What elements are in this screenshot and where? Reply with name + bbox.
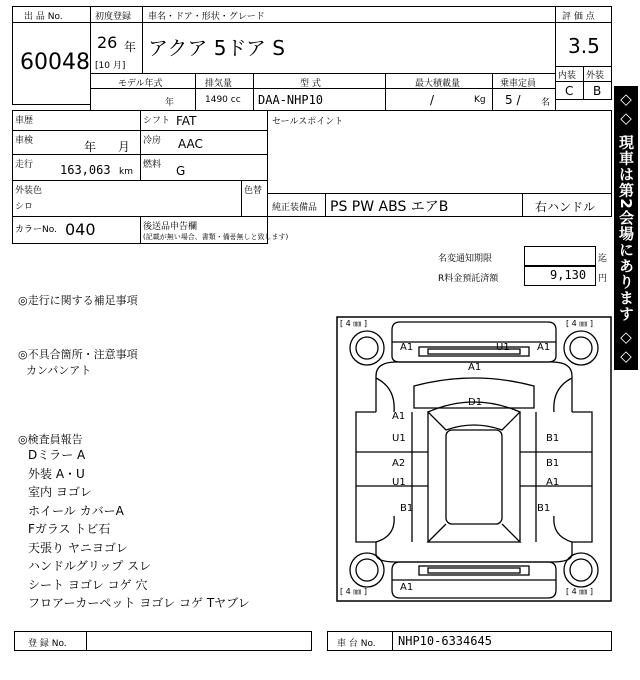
model-year-label: モデル年式 — [118, 79, 163, 89]
inspector-line: ホイール カバーA — [28, 503, 124, 518]
fuel-label: 燃料 — [143, 160, 162, 170]
damage-mark: U1 — [392, 477, 406, 488]
corner-front-left-label: [ 4 ㎜ ] — [340, 319, 367, 328]
color-change-label: 色替 — [244, 186, 263, 196]
ac-value: AAC — [178, 137, 203, 151]
interior-grade: C — [565, 84, 574, 98]
capacity-value: 5 / — [505, 93, 521, 107]
inspection-label: 車検 — [15, 136, 34, 146]
inspector-line: ハンドルグリップ スレ — [28, 559, 152, 573]
post-report-label: 後送品申告欄 — [143, 222, 198, 232]
damage-mark: A1 — [537, 342, 551, 353]
capacity-unit: 名 — [541, 98, 551, 108]
type-value: DAA-NHP10 — [258, 93, 324, 107]
lot-number: 60048 — [20, 50, 90, 75]
inspector-line: Fガラス トビ石 — [28, 522, 111, 536]
inspector-line: 天張り ヤニヨゴレ — [28, 540, 128, 555]
inspector-line: フロアーカーペット ヨゴレ コゲ Tヤブレ — [28, 596, 250, 610]
load-value: / — [430, 93, 435, 107]
equipment-label: 純正装備品 — [272, 203, 318, 213]
inspector-line: シート ヨゴレ コゲ 穴 — [28, 577, 148, 592]
color-no-label: カラーNo. — [15, 225, 57, 235]
interior-label: 内装 — [558, 71, 577, 81]
load-label: 最大積載量 — [415, 79, 461, 89]
shift-value: FAT — [176, 114, 197, 128]
first-reg-month: [10 月] — [95, 61, 126, 71]
defects-title: ◎不具合箇所・注意事項 — [18, 348, 138, 361]
inspector-report — [28, 446, 250, 613]
model-label: 車名・ドア・形状・グレード — [148, 12, 265, 22]
displacement-label: 排気量 — [205, 79, 233, 89]
model-name: アクア 5ドア S — [148, 36, 285, 60]
mileage-value: 163,063 — [60, 163, 111, 177]
reg-no-label: 登 録 No. — [28, 639, 67, 649]
exterior-label: 外装 — [586, 71, 605, 81]
damage-mark: B1 — [537, 503, 551, 514]
exterior-grade: B — [593, 84, 602, 98]
recycle-value: 9,130 — [550, 268, 587, 282]
damage-mark: B1 — [546, 433, 560, 444]
steering-value: 右ハンドル — [535, 200, 596, 214]
mileage-unit: km — [119, 167, 133, 177]
first-reg-year-unit: 年 — [124, 40, 137, 54]
ext-color-value: シロ — [15, 202, 34, 212]
damage-mark: A1 — [392, 411, 406, 422]
first-reg-year: 26 — [97, 33, 118, 52]
fuel-value: G — [176, 164, 186, 178]
chassis-no-label: 車 台 No. — [337, 639, 376, 649]
damage-mark: B1 — [400, 503, 414, 514]
inspector-title: ◎検査員報告 — [18, 433, 83, 446]
damage-mark: A1 — [468, 362, 482, 373]
ac-label: 冷房 — [143, 136, 162, 146]
corner-rear-left-label: [ 4 ㎜ ] — [340, 587, 367, 596]
corner-front-right-label: [ 4 ㎜ ] — [566, 319, 593, 328]
shift-label: シフト — [143, 116, 171, 126]
lot-number-label: 出 品 No. — [24, 12, 63, 22]
name-change-unit: 迄 — [598, 254, 608, 264]
first-reg-label: 初度登録 — [95, 12, 132, 22]
mileage-label: 走行 — [15, 160, 34, 170]
displacement-value: 1490 cc — [205, 95, 241, 105]
capacity-label: 乗車定員 — [500, 79, 537, 89]
corner-rear-right-label: [ 4 ㎜ ] — [566, 587, 593, 596]
inspector-line: 外装 A・U — [28, 466, 85, 481]
damage-mark: U1 — [496, 342, 510, 353]
grade-value: 3.5 — [568, 34, 600, 58]
inspector-line: 室内 ヨゴレ — [28, 485, 92, 499]
equipment-value: PS PW ABS エアB — [330, 199, 449, 215]
damage-mark: D1 — [468, 397, 483, 408]
recycle-unit: 円 — [598, 274, 608, 284]
damage-mark: U1 — [392, 433, 406, 444]
driving-notes-title: ◎走行に関する補足事項 — [18, 294, 138, 307]
model-year-unit: 年 — [165, 98, 175, 108]
type-label: 型 式 — [300, 79, 321, 89]
color-no-value: 040 — [65, 220, 96, 239]
defects-text: カンパンアト — [26, 364, 92, 377]
load-unit: Kg — [474, 95, 486, 105]
sales-point-label: セールスポイント — [272, 117, 344, 127]
damage-mark: B1 — [546, 458, 560, 469]
inspector-line: Dミラー A — [28, 448, 86, 462]
damage-mark: A1 — [400, 342, 414, 353]
name-change-field — [524, 246, 596, 266]
damage-mark: A1 — [546, 477, 560, 488]
ext-color-label: 外装色 — [15, 186, 43, 196]
venue-notice-banner: ◇◇ 現車は第2会場にあります ◇◇ — [614, 86, 638, 370]
post-report-note: (記載が無い場合、書類・備품無しと致します) — [143, 233, 289, 241]
recycle-label: R料金預託済額 — [438, 274, 499, 284]
chassis-no-value: NHP10-6334645 — [398, 634, 492, 648]
history-label: 車歴 — [15, 116, 34, 126]
car-damage-diagram — [336, 316, 612, 602]
damage-mark: A2 — [392, 458, 406, 469]
inspection-value: 年 月 — [84, 140, 130, 154]
name-change-label: 名変通知期限 — [438, 254, 493, 264]
damage-mark: A1 — [400, 582, 414, 593]
grade-label: 評 価 点 — [562, 12, 595, 22]
